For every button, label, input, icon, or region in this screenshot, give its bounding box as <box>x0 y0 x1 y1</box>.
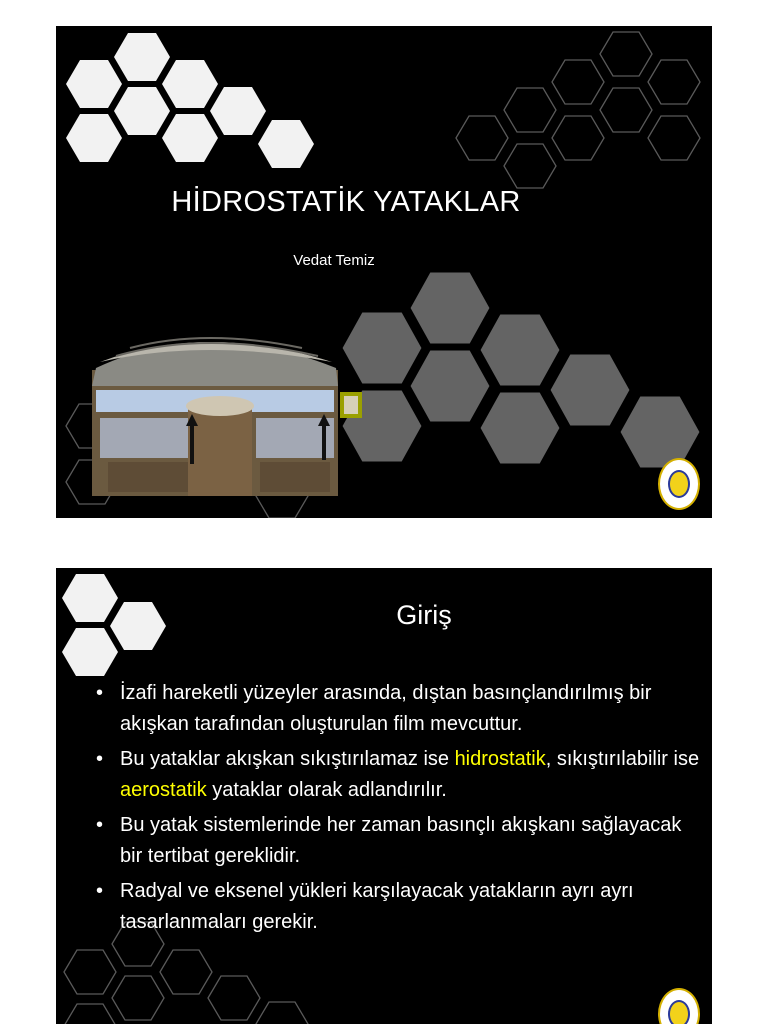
bullet-item <box>92 876 702 938</box>
bullet-text: , sıkıştırılabilir ise <box>545 748 700 770</box>
author-name: Vedat Temiz <box>293 252 375 269</box>
hexagon <box>210 87 266 135</box>
hexagon <box>480 392 560 464</box>
hexagon <box>162 114 218 162</box>
hexagon <box>66 114 122 162</box>
highlighted-term: aerostatik <box>120 779 207 801</box>
hydrostatic-bearing-cutaway-illustration <box>92 338 362 496</box>
bullet-text: İzafi hareketli yüzeyler arasında, dıştan basınçlandırılmış bir akışkan tarafından oluşturulan film mevcuttur. <box>120 682 652 735</box>
slide-title: Giriş <box>396 600 452 630</box>
hexagon <box>342 312 422 384</box>
bullet-list <box>92 678 702 942</box>
highlighted-term: hidrostatik <box>454 748 546 770</box>
bullet-item <box>92 744 702 806</box>
hexagon <box>62 628 118 676</box>
hexagon <box>410 272 490 344</box>
bullet-text: Bu yataklar akışkan sıkıştırılamaz ise <box>120 748 455 770</box>
hexagon <box>410 350 490 422</box>
university-seal-icon <box>658 458 700 510</box>
hexagon <box>66 60 122 108</box>
hexagon <box>258 120 314 168</box>
slide-title: HİDROSTATİK YATAKLAR <box>171 186 521 218</box>
hexagon <box>110 602 166 650</box>
hexagon <box>480 314 560 386</box>
slide1-decoration <box>56 26 712 518</box>
hexagon <box>114 33 170 81</box>
bullet-item <box>92 810 702 872</box>
hexagon <box>114 87 170 135</box>
bullet-item <box>92 678 702 740</box>
hexagon <box>620 396 700 468</box>
hexagon <box>550 354 630 426</box>
intro-slide <box>56 568 712 1024</box>
bullet-text: Radyal ve eksenel yükleri karşılayacak yatakların ayrı ayrı tasarlanmaları gerekir. <box>120 880 634 933</box>
bullet-text: Bu yatak sistemlerinde her zaman basınçlı akışkanı sağlayacak bir tertibat gereklidir. <box>120 814 682 867</box>
hexagon <box>162 60 218 108</box>
hexagon <box>62 574 118 622</box>
bullet-text: yataklar olarak adlandırılır. <box>206 779 447 801</box>
title-slide <box>56 26 712 518</box>
